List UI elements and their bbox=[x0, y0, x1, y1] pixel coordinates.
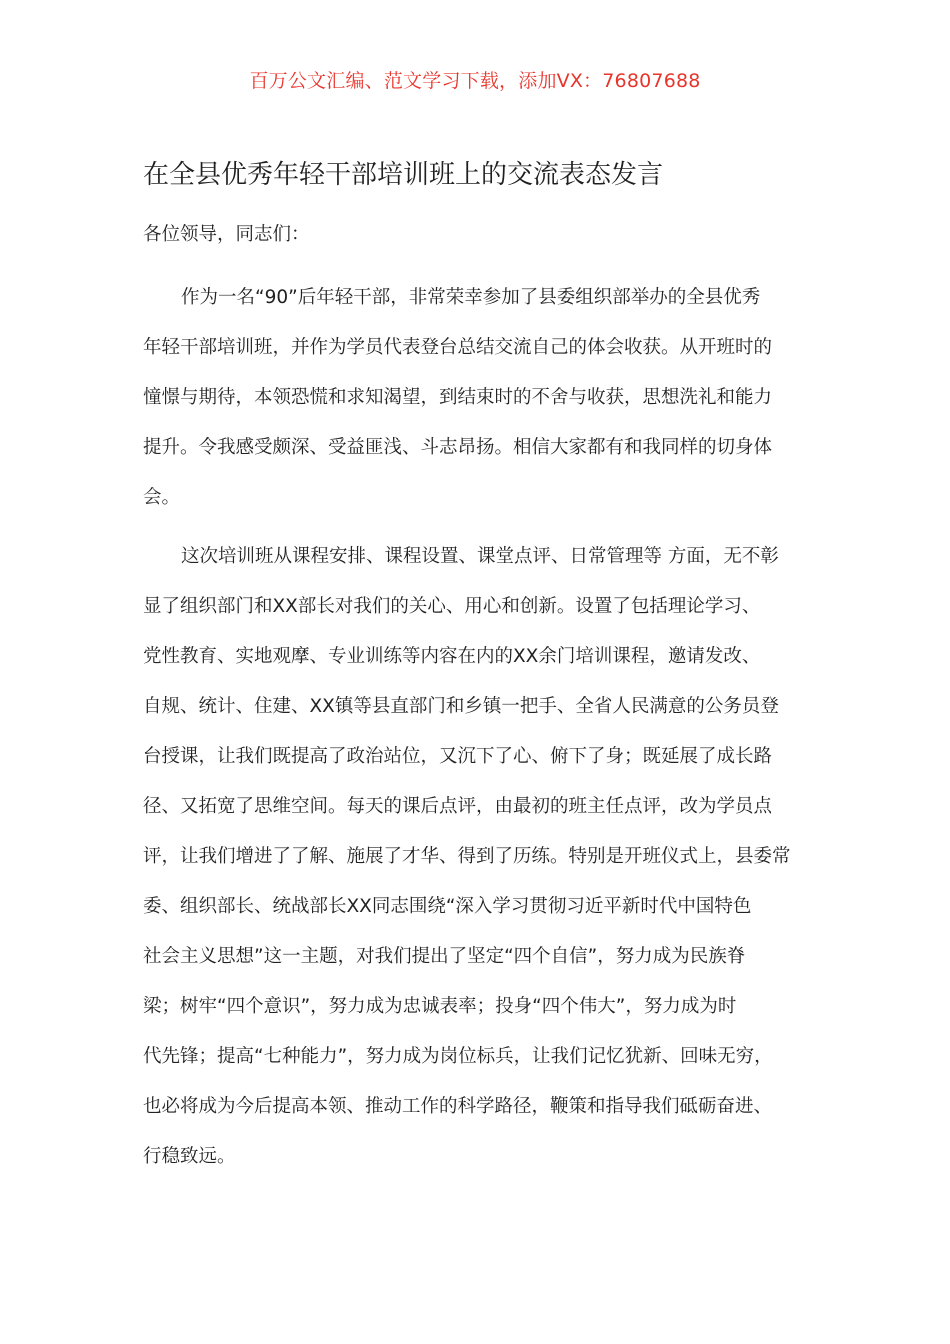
paragraph-line: 委、组织部长、统战部长XX同志围绕“深入学习贯彻习近平新时代中国特色 bbox=[143, 896, 752, 917]
paragraph-line: 代先锋；提高“七种能力”，努力成为岗位标兵，让我们记忆犹新、回味无穷， bbox=[143, 1046, 773, 1067]
header-banner: 百万公文汇编、范文学习下载，添加VX：76807688 bbox=[249, 70, 701, 92]
paragraph-line: 憧憬与期待，本领恐慌和求知渴望，到结束时的不舍与收获，思想洗礼和能力 bbox=[143, 387, 773, 408]
paragraph-line: 自规、统计、住建、XX镇等县直部门和乡镇一把手、全省人民满意的公务员登 bbox=[143, 696, 779, 717]
paragraph-line: 评，让我们增进了了解、施展了才华、得到了历练。特别是开班仪式上，县委常 bbox=[143, 846, 791, 867]
paragraph-2 bbox=[143, 532, 823, 1182]
paragraph-line: 径、又拓宽了思维空间。每天的课后点评，由最初的班主任点评，改为学员点 bbox=[143, 796, 773, 817]
paragraph-line: 也必将成为今后提高本领、推动工作的科学路径，鞭策和指导我们砥砺奋进、 bbox=[143, 1096, 773, 1117]
paragraph-line: 梁；树牢“四个意识”，努力成为忠诚表率；投身“四个伟大”，努力成为时 bbox=[143, 996, 737, 1017]
paragraph-line: 提升。令我感受颇深、受益匪浅、斗志昂扬。相信大家都有和我同样的切身体 bbox=[143, 437, 773, 458]
paragraph-line: 作为一名“90”后年轻干部，非常荣幸参加了县委组织部举办的全县优秀 bbox=[181, 287, 761, 308]
salutation: 各位领导，同志们： bbox=[143, 224, 310, 245]
paragraph-line: 这次培训班从课程安排、课程设置、课堂点评、日常管理等 方面，无不彰 bbox=[181, 546, 779, 567]
paragraph-line: 年轻干部培训班，并作为学员代表登台总结交流自己的体会收获。从开班时的 bbox=[143, 337, 773, 358]
paragraph-line: 党性教育、实地观摩、专业训练等内容在内的XX余门培训课程，邀请发改、 bbox=[143, 646, 761, 667]
paragraph-line: 台授课，让我们既提高了政治站位，又沉下了心、俯下了身；既延展了成长路 bbox=[143, 746, 773, 767]
paragraph-line: 显了组织部门和XX部长对我们的关心、用心和创新。设置了包括理论学习、 bbox=[143, 596, 761, 617]
paragraph-line: 社会主义思想”这一主题，对我们提出了坚定“四个自信”，努力成为民族脊 bbox=[143, 946, 746, 967]
paragraph-line: 会。 bbox=[143, 487, 181, 508]
document-title: 在全县优秀年轻干部培训班上的交流表态发言 bbox=[143, 160, 664, 190]
paragraph-1 bbox=[143, 273, 823, 523]
paragraph-line: 行稳致远。 bbox=[143, 1146, 236, 1167]
